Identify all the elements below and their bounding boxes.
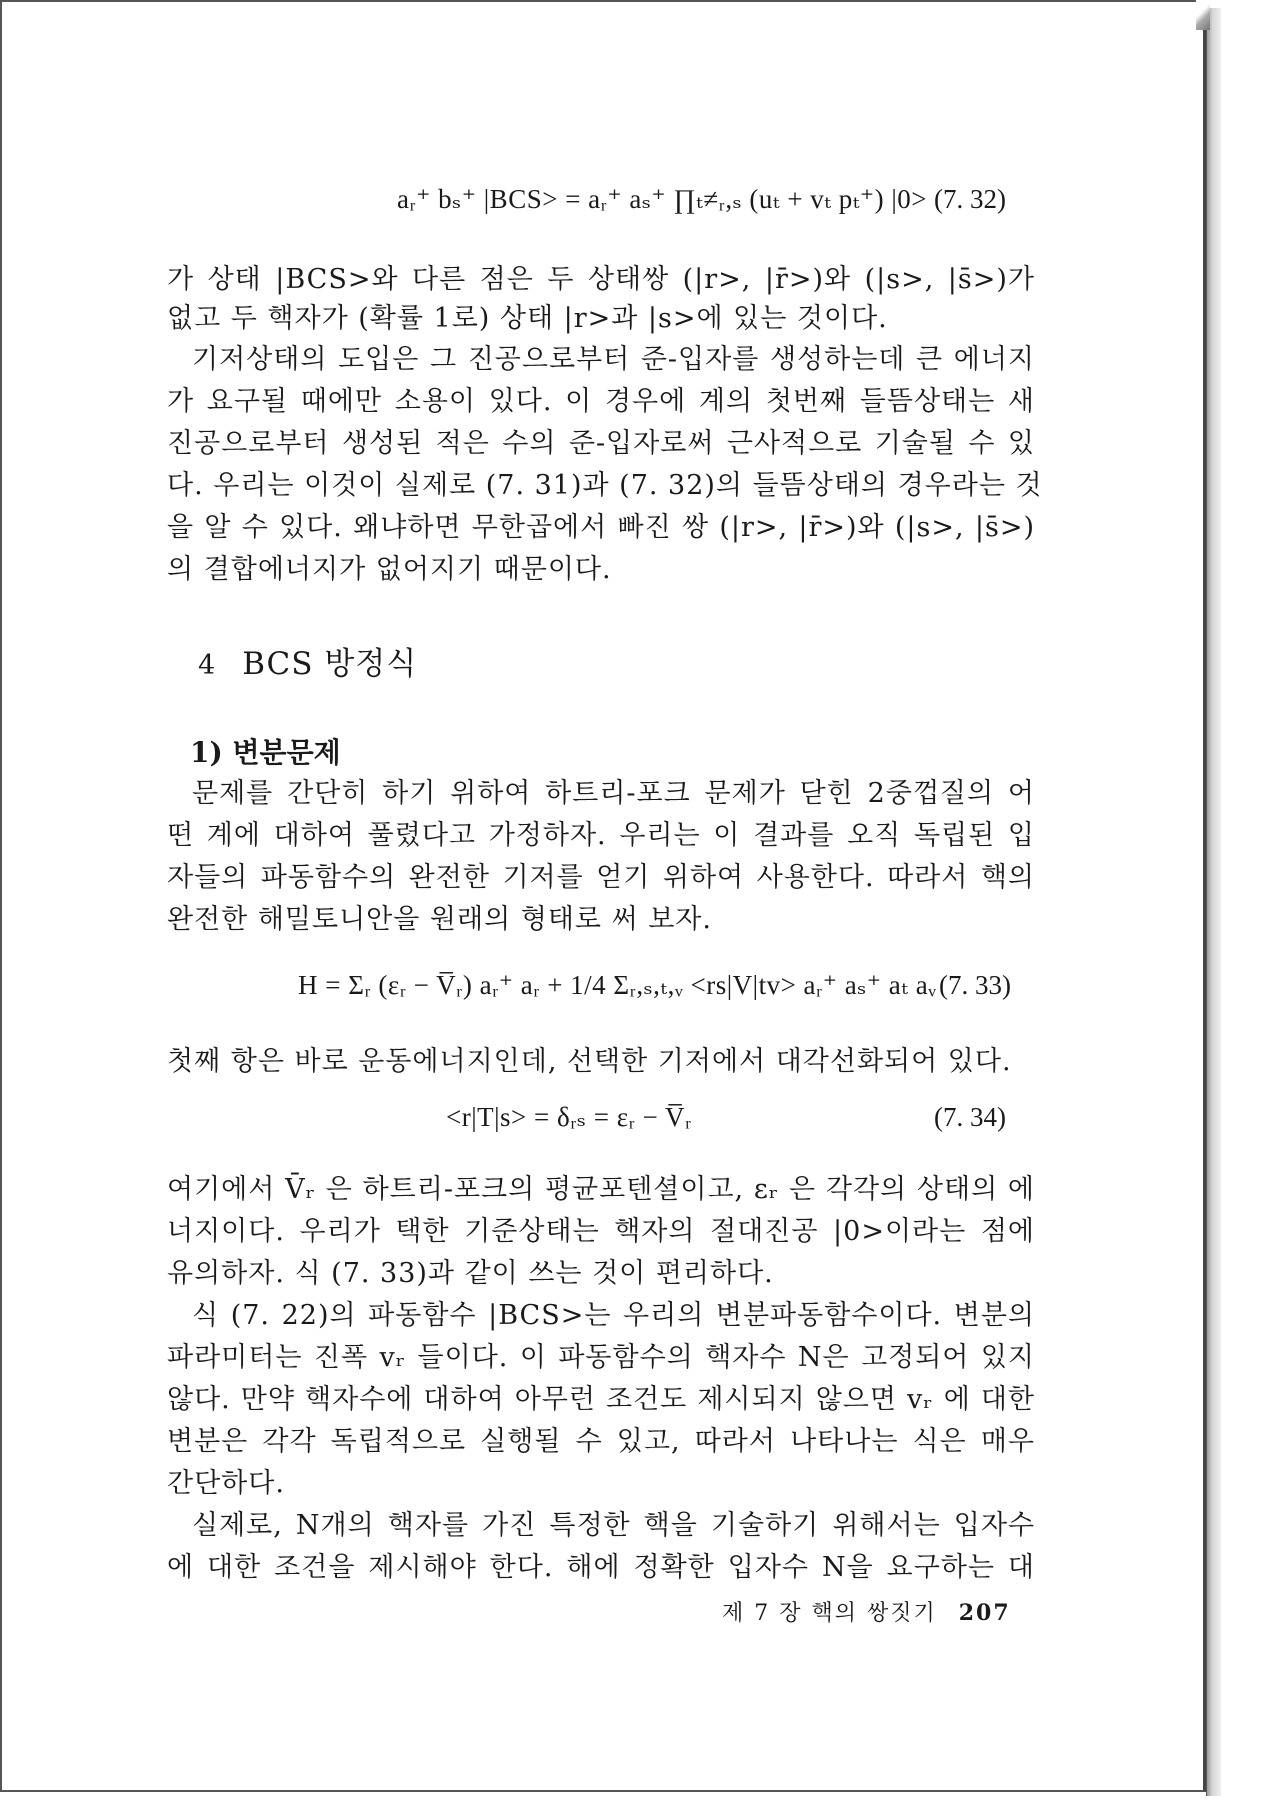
equation-number-7-33: (7. 33) (939, 970, 1011, 1000)
text-line: 식 (7. 22)의 파동함수 |BCS>는 우리의 변분파동함수이다. 변분의 (192, 1300, 1035, 1331)
text-line: 떤 계에 대하여 풀렸다고 가정하자. 우리는 이 결과를 오직 독립된 입 (167, 820, 1035, 851)
text-line: 너지이다. 우리가 택한 기준상태는 핵자의 절대진공 |0>이라는 점에 (167, 1216, 1035, 1247)
text-line: 실제로, N개의 핵자를 가진 특정한 핵을 기술하기 위해서는 입자수 (192, 1510, 1035, 1541)
text-line: 의 결합에너지가 없어지기 때문이다. (167, 554, 612, 585)
text-line: 을 알 수 있다. 왜냐하면 무한곱에서 빠진 쌍 (|r>, |r̄>)와 (|s>, |s̄>) (167, 512, 1035, 543)
text-line: 파라미터는 진폭 vᵣ 들이다. 이 파동함수의 핵자수 N은 고정되어 있지 (167, 1342, 1035, 1373)
equation-7-34: <r|T|s> = δᵣₛ = εᵣ − V̅ᵣ (446, 1102, 692, 1132)
section-title: BCS 방정식 (242, 646, 418, 682)
text-line: 진공으로부터 생성된 적은 수의 준-입자로써 근사적으로 기술될 수 있 (167, 428, 1035, 459)
text-line: 않다. 만약 핵자수에 대하여 아무런 조건도 제시되지 않으면 vᵣ 에 대한 (167, 1384, 1035, 1415)
equation-number-7-32: (7. 32) (934, 184, 1006, 214)
text-line: 없고 두 핵자가 (확률 1로) 상태 |r>과 |s>에 있는 것이다. (167, 303, 888, 334)
equation-7-33: H = Σᵣ (εᵣ − V̅ᵣ) aᵣ⁺ aᵣ + 1/4 Σᵣ,ₛ,ₜ,ᵥ <rs|V|tv> aᵣ⁺ aₛ⁺ aₜ aᵥ (298, 970, 937, 1000)
chapter-title: 제 7 장 핵의 쌍짓기 (722, 1601, 937, 1626)
text-line: 가 상태 |BCS>와 다른 점은 두 상태쌍 (|r>, |r̄>)와 (|s>, |s̄>)가 (167, 264, 1035, 295)
text-line: 기저상태의 도입은 그 진공으로부터 준-입자를 생성하는데 큰 에너지 (192, 344, 1035, 375)
text-line: 가 요구될 때에만 소용이 있다. 이 경우에 계의 첫번째 들뜸상태는 새 (167, 386, 1035, 417)
page-footer (722, 1596, 1011, 1627)
text-line: 완전한 해밀토니안을 원래의 형태로 써 보자. (167, 904, 712, 935)
text-line: 에 대한 조건을 제시해야 한다. 해에 정확한 입자수 N을 요구하는 대 (167, 1552, 1035, 1583)
text-line: 간단하다. (167, 1468, 285, 1499)
text-line: 변분은 각각 독립적으로 실행될 수 있고, 따라서 나타나는 식은 매우 (167, 1426, 1035, 1457)
section-number: 4 (198, 650, 217, 681)
section-heading (198, 638, 417, 683)
text-line: 다. 우리는 이것이 실제로 (7. 31)과 (7. 32)의 들뜸상태의 경우라는 것 (167, 470, 1043, 501)
page-corner-curl (1196, 0, 1210, 30)
text-line: 여기에서 V̄ᵣ 은 하트리-포크의 평균포텐셜이고, εᵣ 은 각각의 상태의 에 (167, 1174, 1035, 1205)
page-number: 207 (958, 1600, 1011, 1626)
subsection-heading: 1) 변분문제 (190, 736, 341, 769)
page-edge-shadow (1206, 8, 1221, 1796)
text-line: 유의하자. 식 (7. 33)과 같이 쓰는 것이 편리하다. (167, 1258, 774, 1289)
text-line: 문제를 간단히 하기 위하여 하트리-포크 문제가 닫힌 2중껍질의 어 (192, 778, 1035, 809)
equation-number-7-34: (7. 34) (934, 1102, 1006, 1132)
text-line: 첫째 항은 바로 운동에너지인데, 선택한 기저에서 대각선화되어 있다. (167, 1046, 1012, 1077)
text-line: 자들의 파동함수의 완전한 기저를 얻기 위하여 사용한다. 따라서 핵의 (167, 862, 1035, 893)
equation-7-32: aᵣ⁺ bₛ⁺ |BCS> = aᵣ⁺ aₛ⁺ ∏ₜ≠ᵣ,ₛ (uₜ + vₜ pₜ⁺) |0> (397, 184, 927, 214)
